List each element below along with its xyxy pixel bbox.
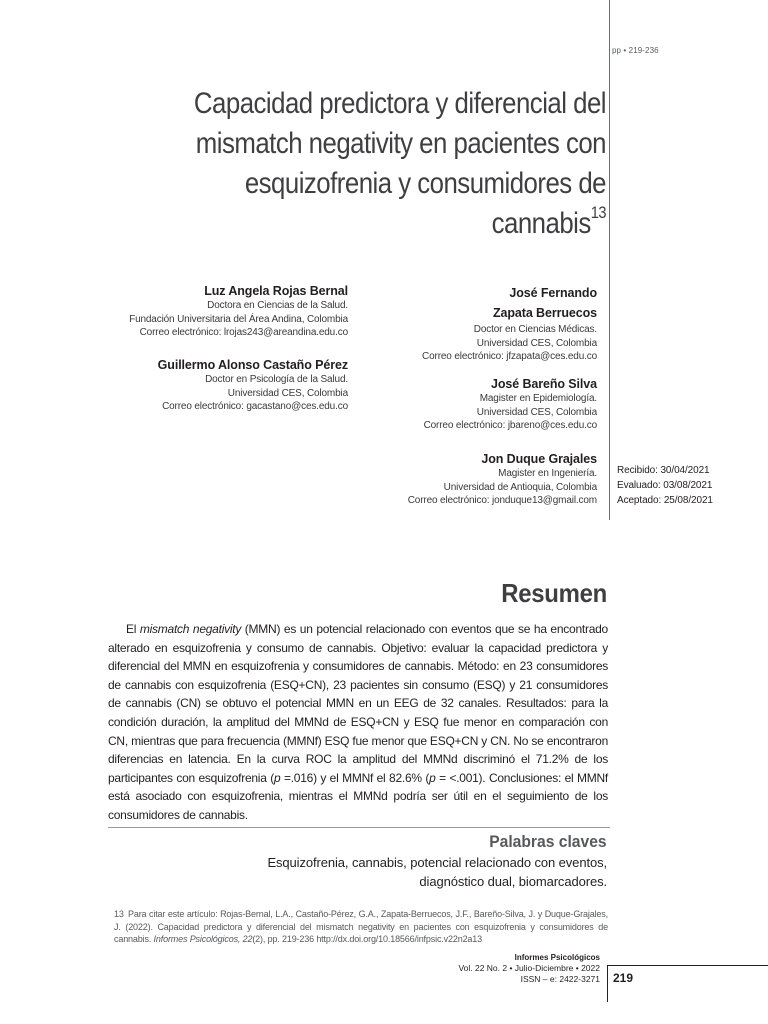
keywords-line: diagnóstico dual, biomarcadores. xyxy=(419,874,607,889)
title-footnote-ref: 13 xyxy=(590,203,606,222)
keywords-line: Esquizofrenia, cannabis, potencial relacionado con eventos, xyxy=(267,855,607,870)
footnote-text: Para citar este artículo: Rojas-Bernal, L.A., Castaño-Pérez, G.A., Zapata-Berruecos, J.F., Bareño-Silva, J. y Duque-Grajales, J. (2022). Capacidad predictora y diferencial del mismatch negativity en pacientes con esquizofrenia y consumidores de cannabis. xyxy=(114,909,608,945)
journal-issn: ISSN – e: 2422-3271 xyxy=(520,974,600,984)
author-block xyxy=(337,283,597,364)
abstract-body: =.016) y el MMNf el 82.6% ( xyxy=(280,770,430,785)
author-name: Zapata Berruecos xyxy=(493,306,597,320)
p-value-symbol: p xyxy=(273,770,281,785)
p-value-symbol: p xyxy=(429,770,436,785)
keywords-text xyxy=(187,853,607,891)
title-line-3: esquizofrenia y consumidores de cannabis xyxy=(244,167,606,240)
author-institution: Fundación Universitaria del Área Andina, Colombia xyxy=(129,313,348,325)
author-name: Luz Angela Rojas Bernal xyxy=(204,284,348,298)
page-range: pp • 219-236 xyxy=(612,46,659,55)
accepted-date: Aceptado: 25/08/2021 xyxy=(617,495,713,506)
journal-volume: Vol. 22 No. 2 • Julio-Diciembre • 2022 xyxy=(458,963,600,973)
author-name: José Fernando xyxy=(509,286,597,300)
abstract-text xyxy=(108,620,608,825)
author-block xyxy=(337,376,597,433)
journal-name: Informes Psicológicos xyxy=(514,953,600,962)
keywords-heading: Palabras claves xyxy=(489,832,607,851)
abstract-body: (MMN) es un potencial relacionado con eventos que se ha encontrado alterado en esquizofrenia y consumo de cannabis. Objetivo: evaluar la capacidad predictora y diferencial del MMN en esquizofrenia y consumidores de cannabis. Método: en 23 consumidores de cannabis con esquizofrenia (ESQ+CN), 23 pacientes sin consumo (ESQ) y 21 consumidores de cannabis (CN) se obtuvo el potencial MMN en un EEG de 32 canales. Resultados: para la condición duración, la amplitud del MMNd de ESQ+CN y ESQ fue menor en comparación con CN, mientras que para frecuencia (MMNf) ESQ fue menor que ESQ+CN y CN. No se encontraron diferencias en latencia. En la curva ROC la amplitud del MMNd discriminó el 71.2% de los participantes con esquizofrenia ( xyxy=(108,622,608,785)
author-email: Correo electrónico: jonduque13@gmail.com xyxy=(407,495,597,506)
author-name: José Bareño Silva xyxy=(491,377,597,391)
footnote-text: (2), pp. 219-236 http://dx.doi.org/10.18566/infpsic.v22n2a13 xyxy=(252,934,482,945)
evaluated-date: Evaluado: 03/08/2021 xyxy=(617,480,713,491)
title-line-1: Capacidad predictora y diferencial del xyxy=(193,87,606,120)
abstract-body: = <.001). Conclusiones: el MMNf está asociado con esquizofrenia, mientras el MMNd podría ser útil en el seguimiento de los consumidores de cannabis. xyxy=(108,770,609,822)
abstract-intro: El xyxy=(126,622,140,636)
page-number: 219 xyxy=(613,971,634,985)
author-block xyxy=(18,283,348,340)
author-degree: Doctor en Ciencias Médicas. xyxy=(473,324,597,335)
author-degree: Magister en Epidemiología. xyxy=(479,393,597,404)
received-date: Recibido: 30/04/2021 xyxy=(617,465,710,476)
footnote-number: 13 xyxy=(114,909,124,919)
footer-rule xyxy=(607,965,768,966)
margin-vertical-rule xyxy=(609,0,610,520)
author-name: Guillermo Alonso Castaño Pérez xyxy=(157,358,348,372)
author-email: Correo electrónico: jbareno@ces.edu.co xyxy=(423,420,597,431)
author-degree: Magister en Ingeniería. xyxy=(498,468,597,479)
author-email: Correo electrónico: lrojas243@areandina.edu.co xyxy=(139,327,348,338)
author-block xyxy=(337,451,597,508)
author-block xyxy=(18,357,348,414)
author-institution: Universidad CES, Colombia xyxy=(476,337,597,349)
author-email: Correo electrónico: jfzapata@ces.edu.co xyxy=(422,351,597,362)
submission-dates xyxy=(617,463,713,508)
footnote-journal: Informes Psicológicos, 22 xyxy=(153,934,253,945)
footer-vertical-rule xyxy=(607,965,608,1002)
abstract-heading: Resumen xyxy=(501,578,607,608)
author-institution: Universidad CES, Colombia xyxy=(227,387,348,399)
author-degree: Doctora en Ciencias de la Salud. xyxy=(207,300,348,311)
title-line-2: mismatch negativity en pacientes con xyxy=(195,127,607,160)
author-institution: Universidad de Antioquia, Colombia xyxy=(443,481,597,493)
abstract-term: mismatch negativity xyxy=(139,622,242,636)
author-name: Jon Duque Grajales xyxy=(481,452,597,466)
author-degree: Doctor en Psicología de la Salud. xyxy=(205,374,348,385)
keywords-divider xyxy=(108,827,610,828)
citation-footnote xyxy=(114,908,608,946)
journal-info xyxy=(458,952,600,985)
author-institution: Universidad CES, Colombia xyxy=(476,406,597,418)
article-title xyxy=(159,84,606,244)
author-email: Correo electrónico: gacastano@ces.edu.co xyxy=(162,401,348,412)
